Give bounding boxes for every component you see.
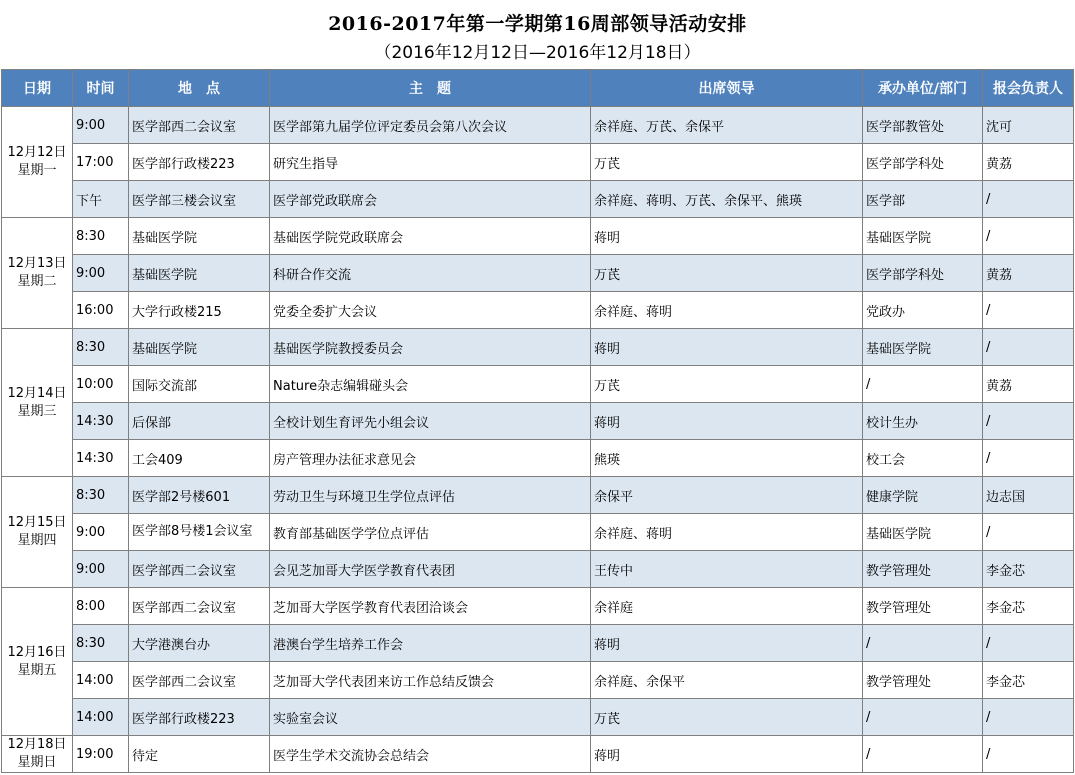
table-row (2, 440, 1074, 477)
date-label: 12月15日 (7, 515, 67, 530)
place-cell: 国际交流部 (129, 366, 270, 403)
table-row (2, 255, 1074, 292)
place-cell: 医学部行政楼223 (129, 699, 270, 736)
topic-cell: 党委全委扩大会议 (270, 292, 591, 329)
place-cell: 医学部2号楼601 (129, 477, 270, 514)
time-cell: 14:30 (73, 440, 129, 477)
time-cell: 9:00 (73, 551, 129, 588)
topic-cell: Nature杂志编辑碰头会 (270, 366, 591, 403)
dept-cell: 医学部 (863, 181, 983, 218)
leaders-cell: 王传中 (591, 551, 863, 588)
time-cell: 14:00 (73, 699, 129, 736)
dept-cell: 教学管理处 (863, 551, 983, 588)
time-cell: 14:00 (73, 662, 129, 699)
table-row (2, 514, 1074, 551)
table-row (2, 403, 1074, 440)
contact-cell: / (983, 292, 1074, 329)
leaders-cell: 余祥庭、蒋明、万芪、余保平、熊瑛 (591, 181, 863, 218)
weekday-label: 星期一 (17, 163, 57, 178)
leaders-cell: 余祥庭、蒋明 (591, 514, 863, 551)
date-cell (2, 218, 73, 329)
topic-cell: 医学生学术交流协会总结会 (270, 736, 591, 773)
contact-cell: 李金芯 (983, 662, 1074, 699)
dept-cell: 教学管理处 (863, 662, 983, 699)
contact-cell: / (983, 514, 1074, 551)
table-row (2, 662, 1074, 699)
leaders-cell: 蒋明 (591, 736, 863, 773)
contact-cell: / (983, 699, 1074, 736)
date-cell (2, 329, 73, 477)
table-row (2, 329, 1074, 366)
weekday-label: 星期五 (17, 662, 57, 678)
leaders-cell: 余祥庭、万芪、余保平 (591, 107, 863, 144)
time-cell: 8:30 (73, 625, 129, 662)
time-cell: 9:00 (73, 514, 129, 551)
time-cell: 10:00 (73, 366, 129, 403)
table-row (2, 699, 1074, 736)
leaders-cell: 蒋明 (591, 329, 863, 366)
leaders-cell: 熊瑛 (591, 440, 863, 477)
weekday-label: 星期日 (17, 755, 57, 770)
time-cell: 9:00 (73, 255, 129, 292)
time-cell: 19:00 (73, 736, 129, 773)
dept-cell: 基础医学院 (863, 218, 983, 255)
time-cell: 下午 (73, 181, 129, 218)
contact-cell: / (983, 181, 1074, 218)
topic-cell: 科研合作交流 (270, 255, 591, 292)
table-row (2, 625, 1074, 662)
date-label: 12月14日 (7, 385, 67, 401)
place-cell: 医学部三楼会议室 (129, 181, 270, 218)
date-cell (2, 736, 73, 773)
place-cell: 医学部西二会议室 (129, 551, 270, 588)
contact-cell: 黄荔 (983, 255, 1074, 292)
col-header-place: 地 点 (129, 70, 270, 107)
contact-cell: / (983, 218, 1074, 255)
place-cell: 医学部西二会议室 (129, 107, 270, 144)
leaders-cell: 余祥庭、余保平 (591, 662, 863, 699)
dept-cell: / (863, 625, 983, 662)
dept-cell: 教学管理处 (863, 588, 983, 625)
time-cell: 8:30 (73, 218, 129, 255)
contact-cell: / (983, 329, 1074, 366)
page-subtitle: （2016年12月12日—2016年12月18日） (374, 43, 701, 63)
col-header-contact: 报会负责人 (983, 70, 1074, 107)
dept-cell: 校计生办 (863, 403, 983, 440)
dept-cell: 校工会 (863, 440, 983, 477)
place-cell: 医学部西二会议室 (129, 588, 270, 625)
leaders-cell: 余祥庭、蒋明 (591, 292, 863, 329)
dept-cell: 医学部学科处 (863, 144, 983, 181)
place-cell: 工会409 (129, 440, 270, 477)
topic-cell: 房产管理办法征求意见会 (270, 440, 591, 477)
time-cell: 8:00 (73, 588, 129, 625)
place-cell: 后保部 (129, 403, 270, 440)
col-header-date: 日期 (2, 70, 73, 107)
time-cell: 9:00 (73, 107, 129, 144)
dept-cell: 健康学院 (863, 477, 983, 514)
schedule-body (2, 107, 1074, 773)
leaders-cell: 万芪 (591, 699, 863, 736)
place-cell: 医学部西二会议室 (129, 662, 270, 699)
dept-cell: / (863, 736, 983, 773)
topic-cell: 研究生指导 (270, 144, 591, 181)
weekday-label: 星期三 (17, 403, 57, 419)
leaders-cell: 余保平 (591, 477, 863, 514)
leaders-cell: 万芪 (591, 144, 863, 181)
topic-cell: 医学部第九届学位评定委员会第八次会议 (270, 107, 591, 144)
table-row (2, 292, 1074, 329)
dept-cell: 基础医学院 (863, 329, 983, 366)
table-row (2, 107, 1074, 144)
place-cell: 基础医学院 (129, 255, 270, 292)
leaders-cell: 蒋明 (591, 625, 863, 662)
topic-cell: 实验室会议 (270, 699, 591, 736)
col-header-dept: 承办单位/部门 (863, 70, 983, 107)
dept-cell: 基础医学院 (863, 514, 983, 551)
date-label: 12月12日 (7, 145, 67, 160)
place-cell: 基础医学院 (129, 329, 270, 366)
topic-cell: 基础医学院教授委员会 (270, 329, 591, 366)
col-header-topic: 主 题 (270, 70, 591, 107)
schedule-table (1, 69, 1074, 773)
place-cell: 医学部8号楼1会议室 (129, 514, 270, 551)
dept-cell: / (863, 366, 983, 403)
table-row (2, 181, 1074, 218)
topic-cell: 基础医学院党政联席会 (270, 218, 591, 255)
contact-cell: 黄荔 (983, 366, 1074, 403)
topic-cell: 会见芝加哥大学医学教育代表团 (270, 551, 591, 588)
dept-cell: 医学部教管处 (863, 107, 983, 144)
topic-cell: 医学部党政联席会 (270, 181, 591, 218)
table-row (2, 736, 1074, 773)
place-cell: 大学港澳台办 (129, 625, 270, 662)
topic-cell: 教育部基础医学学位点评估 (270, 514, 591, 551)
leaders-cell: 余祥庭 (591, 588, 863, 625)
topic-cell: 全校计划生育评先小组会议 (270, 403, 591, 440)
table-row (2, 588, 1074, 625)
place-cell: 医学部行政楼223 (129, 144, 270, 181)
contact-cell: 黄荔 (983, 144, 1074, 181)
table-row (2, 218, 1074, 255)
topic-cell: 芝加哥大学医学教育代表团洽谈会 (270, 588, 591, 625)
leaders-cell: 蒋明 (591, 218, 863, 255)
col-header-time: 时间 (73, 70, 129, 107)
topic-cell: 芝加哥大学代表团来访工作总结反馈会 (270, 662, 591, 699)
time-cell: 17:00 (73, 144, 129, 181)
leaders-cell: 万芪 (591, 255, 863, 292)
contact-cell: / (983, 440, 1074, 477)
dept-cell: / (863, 699, 983, 736)
place-cell: 基础医学院 (129, 218, 270, 255)
date-label: 12月18日 (7, 737, 67, 752)
table-row (2, 144, 1074, 181)
contact-cell: / (983, 736, 1074, 773)
place-cell: 待定 (129, 736, 270, 773)
time-cell: 14:30 (73, 403, 129, 440)
topic-cell: 港澳台学生培养工作会 (270, 625, 591, 662)
topic-cell: 劳动卫生与环境卫生学位点评估 (270, 477, 591, 514)
contact-cell: 边志国 (983, 477, 1074, 514)
place-cell: 大学行政楼215 (129, 292, 270, 329)
date-cell (2, 107, 73, 218)
leaders-cell: 万芪 (591, 366, 863, 403)
table-row (2, 366, 1074, 403)
contact-cell: 李金芯 (983, 588, 1074, 625)
col-header-leaders: 出席领导 (591, 70, 863, 107)
date-label: 12月13日 (7, 256, 67, 271)
weekday-label: 星期二 (17, 274, 57, 289)
leaders-cell: 蒋明 (591, 403, 863, 440)
table-row (2, 477, 1074, 514)
date-label: 12月16日 (7, 644, 67, 660)
contact-cell: / (983, 625, 1074, 662)
contact-cell: / (983, 403, 1074, 440)
dept-cell: 党政办 (863, 292, 983, 329)
time-cell: 8:30 (73, 477, 129, 514)
time-cell: 16:00 (73, 292, 129, 329)
contact-cell: 沈可 (983, 107, 1074, 144)
date-cell (2, 477, 73, 588)
weekday-label: 星期四 (17, 533, 57, 548)
table-row (2, 551, 1074, 588)
dept-cell: 医学部学科处 (863, 255, 983, 292)
time-cell: 8:30 (73, 329, 129, 366)
page-title: 2016-2017年第一学期第16周部领导活动安排 (328, 13, 747, 35)
contact-cell: 李金芯 (983, 551, 1074, 588)
date-cell (2, 588, 73, 736)
header-row (2, 70, 1074, 107)
